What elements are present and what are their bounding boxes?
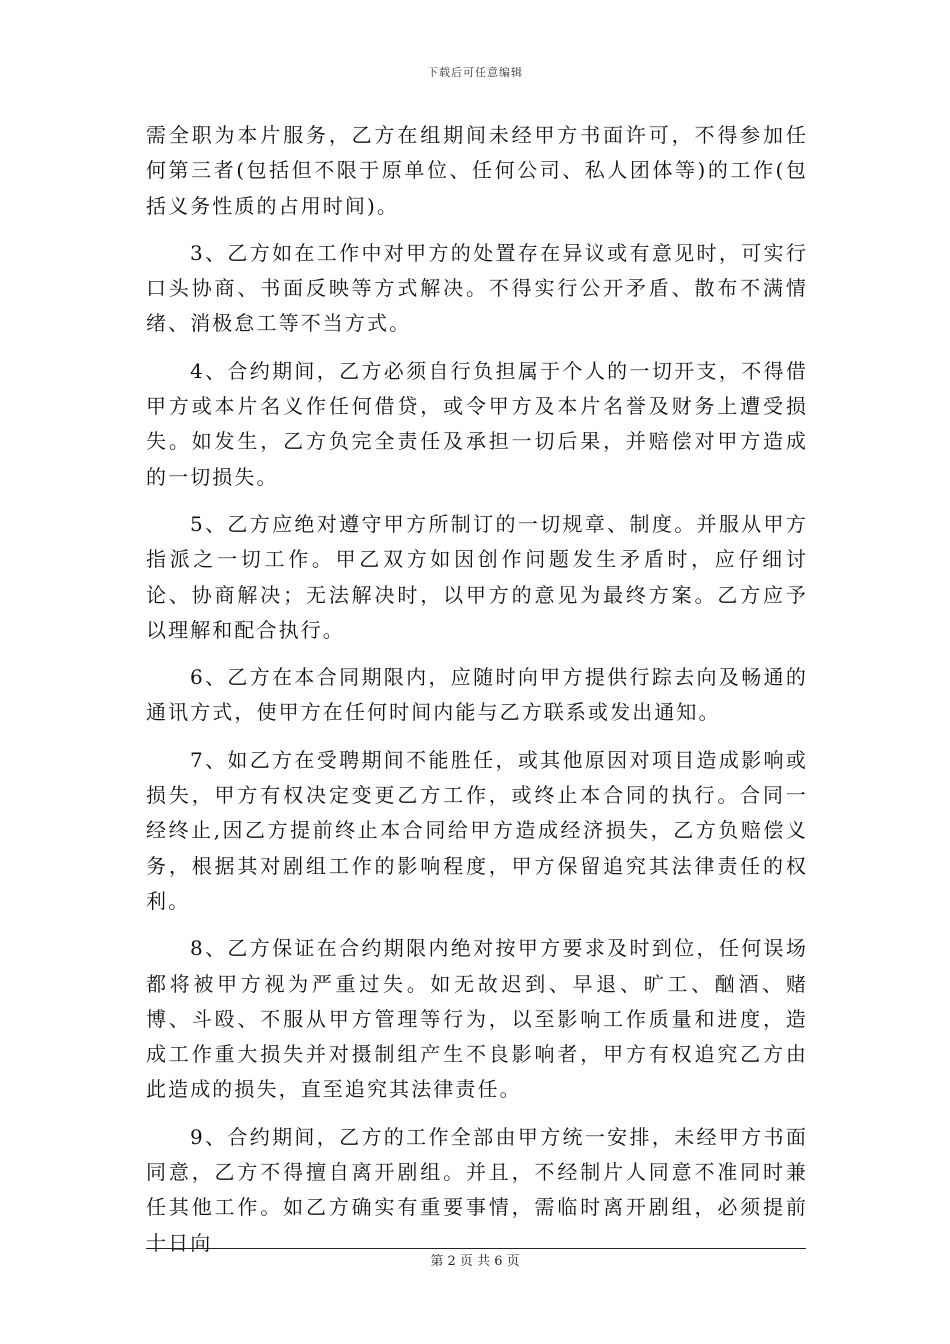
paragraph-continuation: 需全职为本片服务，乙方在组期间未经甲方书面许可，不得参加任何第三者(包括但不限于原单位、任何公司、私人团体等)的工作(包括义务性质的占用时间)。: [146, 123, 808, 218]
paragraph-clause-6: 6、乙方在本合同期限内，应随时向甲方提供行踪去向及畅通的通讯方式，使甲方在任何时间内能与乙方联系或发出通知。: [146, 665, 808, 725]
paragraph-clause-9: 9、合约期间，乙方的工作全部由甲方统一安排，未经甲方书面同意，乙方不得擅自离开剧组。并且，不经制片人同意不准同时兼任其他工作。如乙方确实有重要事情，需临时离开剧组，必须提前十日向: [146, 1124, 808, 1255]
footer-divider: [146, 1248, 806, 1249]
document-body: [146, 118, 808, 1273]
paragraph-clause-4: 4、合约期间，乙方必须自行负担属于个人的一切开支，不得借甲方或本片名义作任何借贷，或令甲方及本片名誉及财务上遭受损失。如发生，乙方负完全责任及承担一切后果，并赔偿对甲方造成的一切损失。: [146, 358, 808, 489]
paragraph-clause-7: 7、如乙方在受聘期间不能胜任，或其他原因对项目造成影响或损失，甲方有权决定变更乙方工作，或终止本合同的执行。合同一经终止,因乙方提前终止本合同给甲方造成经济损失，乙方负赔偿义务，根据其对剧组工作的影响程度，甲方保留追究其法律责任的权利。: [146, 747, 808, 913]
page-number: 第 2 页 共 6 页: [430, 1254, 520, 1269]
paragraph-clause-5: 5、乙方应绝对遵守甲方所制订的一切规章、制度。并服从甲方指派之一切工作。甲乙双方如因创作问题发生矛盾时，应仔细讨论、协商解决；无法解决时，以甲方的意见为最终方案。乙方应予以理解和配合执行。: [146, 511, 808, 642]
paragraph-clause-3: 3、乙方如在工作中对甲方的处置存在异议或有意见时，可实行口头协商、书面反映等方式解决。不得实行公开矛盾、散布不满情绪、消极怠工等不当方式。: [146, 240, 808, 336]
paragraph-clause-8: 8、乙方保证在合约期限内绝对按甲方要求及时到位，任何误场都将被甲方视为严重过失。如无故迟到、早退、旷工、酗酒、赌博、斗殴、不服从甲方管理等行为，以至影响工作质量和进度，造成工作重大损失并对摄制组产生不良影响者，甲方有权追究乙方由此造成的损失，直至追究其法律责任。: [146, 936, 808, 1102]
page-header-note: 下载后可任意编辑: [427, 66, 523, 79]
